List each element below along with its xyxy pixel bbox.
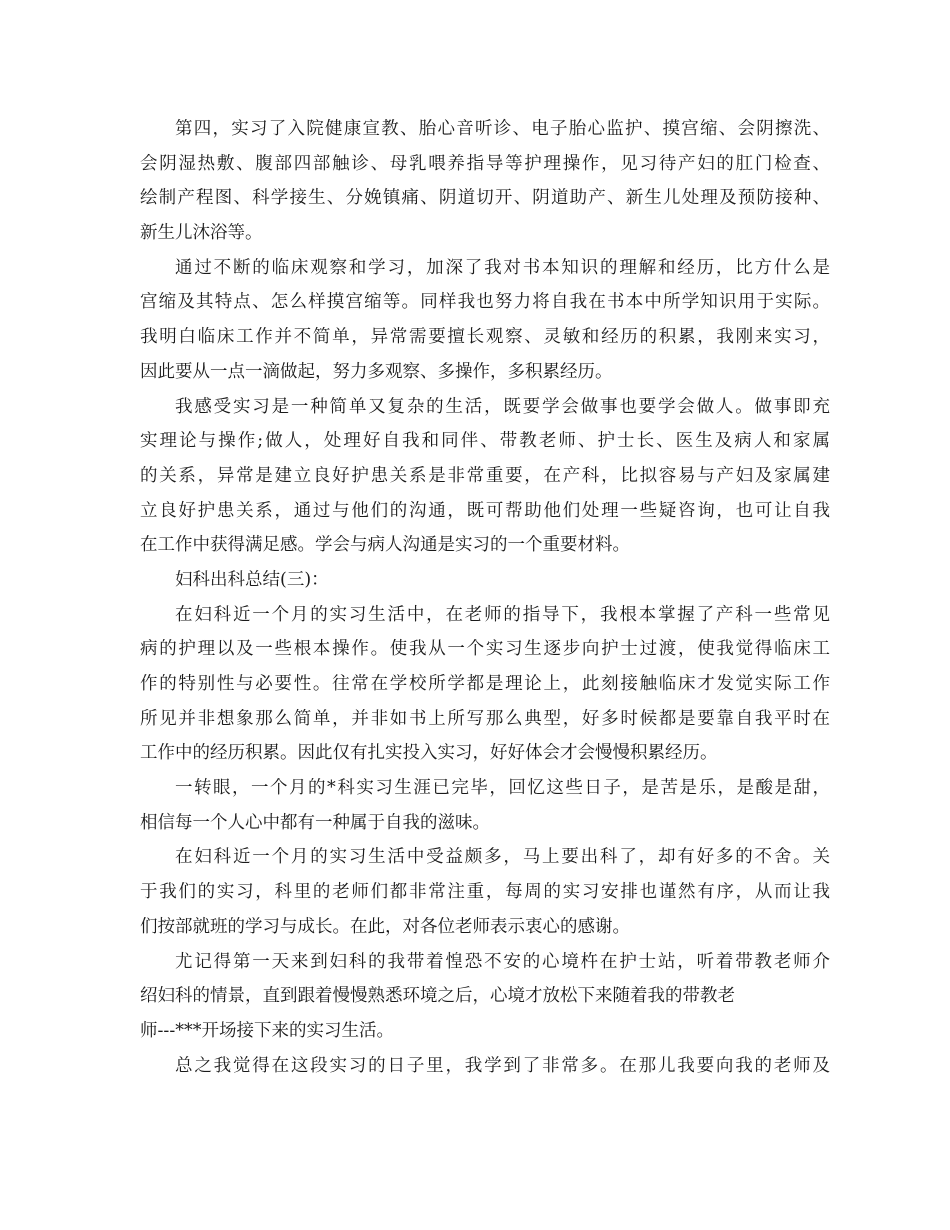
paragraph: [140, 1049, 830, 1084]
text-line: 在妇科近一个月的实习生活中，在老师的指导下，我根本掌握了产科一些常见: [175, 604, 830, 625]
text-line: 师---***开场接下来的实习生活。: [140, 1020, 394, 1041]
text-line: 通过不断的临床观察和学习，加深了我对书本知识的理解和经历，比方什么是: [175, 257, 830, 278]
text-line: 相信每一个人心中都有一种属于自我的滋味。: [140, 812, 490, 833]
paragraph: [140, 945, 830, 1049]
text-line: 我明白临床工作并不简单，异常需要擅长观察、灵敏和经历的积累，我刚来实习，: [140, 327, 830, 348]
text-line: 宫缩及其特点、怎么样摸宫缩等。同样我也努力将自我在书本中所学知识用于实际。: [140, 292, 830, 313]
text-line: 于我们的实习，科里的老师们都非常注重，每周的实习安排也谨然有序，从而让我: [140, 882, 830, 903]
paragraph: [140, 112, 830, 251]
text-line: 妇科出科总结(三)：: [175, 569, 329, 590]
text-line: 工作中的经历积累。因此仅有扎实投入实习，好好体会才会慢慢积累经历。: [140, 743, 718, 764]
paragraph: [140, 598, 830, 771]
document-body: [140, 112, 830, 1083]
paragraph: [140, 840, 830, 944]
text-line: 作的特别性与必要性。往常在学校所学都是理论上，此刻接触临床才发觉实际工作: [140, 674, 830, 694]
text-line: 们按部就班的学习与成长。在此，对各位老师表示衷心的感谢。: [140, 916, 630, 937]
text-line: 会阴湿热敷、腹部四部触诊、母乳喂养指导等护理操作，见习待产妇的肛门检查、: [140, 153, 830, 174]
text-line: 绍妇科的情景，直到跟着慢慢熟悉环境之后，心境才放松下来随着我的带教老: [140, 986, 735, 1007]
text-line: 尤记得第一天来到妇科的我带着惶恐不安的心境杵在护士站，听着带教老师介: [175, 951, 830, 972]
text-line: 病的护理以及一些根本操作。使我从一个实习生逐步向护士过渡，使我觉得临床工: [140, 639, 830, 660]
paragraph: [140, 251, 830, 390]
text-line: 总之我觉得在这段实习的日子里，我学到了非常多。在那儿我要向我的老师及: [175, 1055, 830, 1076]
section-heading: [140, 563, 830, 598]
text-line: 第四，实习了入院健康宣教、胎心音听诊、电子胎心监护、摸宫缩、会阴擦洗、: [175, 119, 830, 139]
text-line: 绘制产程图、科学接生、分娩镇痛、阴道切开、阴道助产、新生儿处理及预防接种、: [140, 188, 830, 209]
text-line: 因此要从一点一滴做起，努力多观察、多操作，多积累经历。: [140, 361, 613, 382]
text-line: 的关系，异常是建立良好护患关系是非常重要，在产科，比拟容易与产妇及家属建: [140, 465, 830, 486]
text-line: 所见并非想象那么简单，并非如书上所写那么典型，好多时候都是要靠自我平时在: [140, 708, 830, 729]
text-line: 实理论与操作;做人，处理好自我和同伴、带教老师、护士长、医生及病人和家属: [140, 431, 830, 452]
paragraph: [140, 390, 830, 563]
text-line: 一转眼，一个月的*科实习生涯已完毕，回忆这些日子，是苦是乐，是酸是甜，: [175, 778, 830, 799]
text-line: 新生儿沐浴等。: [140, 223, 263, 244]
text-line: 立良好护患关系，通过与他们的沟通，既可帮助他们处理一些疑咨询，也可让自我: [140, 500, 830, 521]
text-line: 我感受实习是一种简单又复杂的生活，既要学会做事也要学会做人。做事即充: [175, 396, 830, 417]
paragraph: [140, 771, 830, 840]
text-line: 在工作中获得满足感。学会与病人沟通是实习的一个重要材料。: [140, 535, 630, 556]
text-line: 在妇科近一个月的实习生活中受益颇多，马上要出科了，却有好多的不舍。关: [175, 847, 830, 868]
